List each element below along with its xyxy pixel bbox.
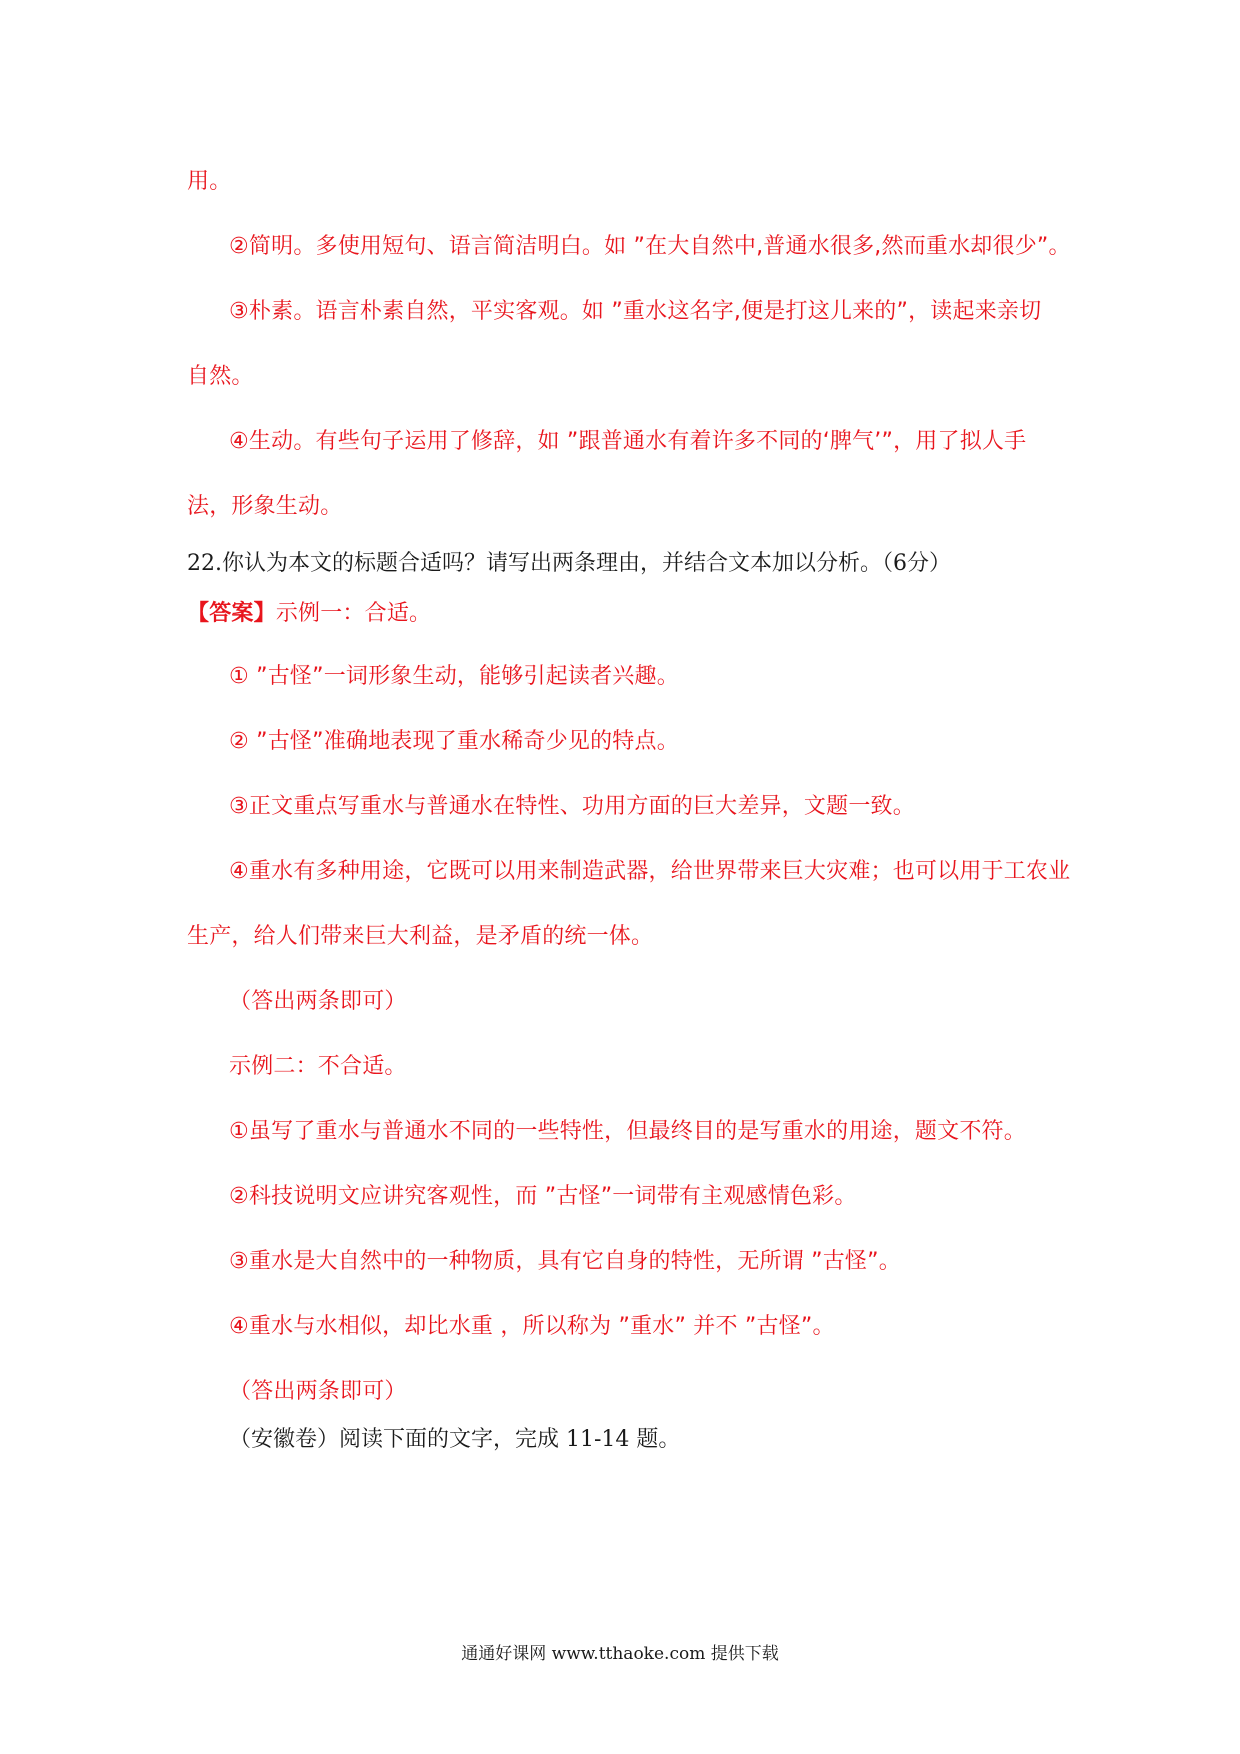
answer-line-continuation: 用。 (187, 169, 232, 194)
answer-point-4-vivid: ④生动。有些句子运用了修辞，如 ”跟普通水有着许多不同的‘脾气’”，用了拟人手 (229, 429, 1027, 454)
answer-note-one: （答出两条即可） (229, 989, 407, 1014)
example-two-heading: 示例二：不合适。 (229, 1054, 407, 1079)
answer-header-line (187, 600, 431, 628)
answer-label: 【答案】 (187, 601, 276, 626)
example-one-point-3: ③正文重点写重水与普通水在特性、功用方面的巨大差异，文题一致。 (229, 794, 915, 819)
example-two-point-1: ①虽写了重水与普通水不同的一些特性，但最终目的是写重水的用途，题文不符。 (229, 1119, 1026, 1144)
example-one-point-1: ① ”古怪”一词形象生动，能够引起读者兴趣。 (229, 664, 679, 689)
example-one-point-4: ④重水有多种用途，它既可以用来制造武器，给世界带来巨大灾难；也可以用于工农业 (229, 859, 1071, 884)
question-22: 22.你认为本文的标题合适吗？请写出两条理由，并结合文本加以分析。（6分） (187, 551, 951, 576)
example-two-point-4: ④重水与水相似，却比水重 ，所以称为 ”重水” 并不 ”古怪”。 (229, 1314, 835, 1339)
page-footer: 通通好课网 www.tthaoke.com 提供下载 (461, 1644, 779, 1664)
answer-point-3-continuation: 自然。 (187, 364, 254, 389)
example-one-point-2: ② ”古怪”准确地表现了重水稀奇少见的特点。 (229, 729, 679, 754)
next-section-instruction: （安徽卷）阅读下面的文字，完成 11-14 题。 (229, 1427, 681, 1452)
answer-point-4-continuation: 法，形象生动。 (187, 494, 343, 519)
example-one-heading: 示例一：合适。 (275, 601, 432, 626)
example-two-point-3: ③重水是大自然中的一种物质，具有它自身的特性，无所谓 ”古怪”。 (229, 1249, 901, 1274)
answer-point-2-concise: ②简明。多使用短句、语言简洁明白。如 ”在大自然中,普通水很多,然而重水却很少”。 (229, 234, 1071, 259)
example-two-point-2: ②科技说明文应讲究客观性，而 ”古怪”一词带有主观感情色彩。 (229, 1184, 857, 1209)
example-one-point-4-continuation: 生产，给人们带来巨大利益，是矛盾的统一体。 (187, 924, 654, 949)
answer-point-3-plain: ③朴素。语言朴素自然，平实客观。如 ”重水这名字,便是打这儿来的”，读起来亲切 (229, 299, 1042, 324)
answer-note-two: （答出两条即可） (229, 1379, 407, 1404)
